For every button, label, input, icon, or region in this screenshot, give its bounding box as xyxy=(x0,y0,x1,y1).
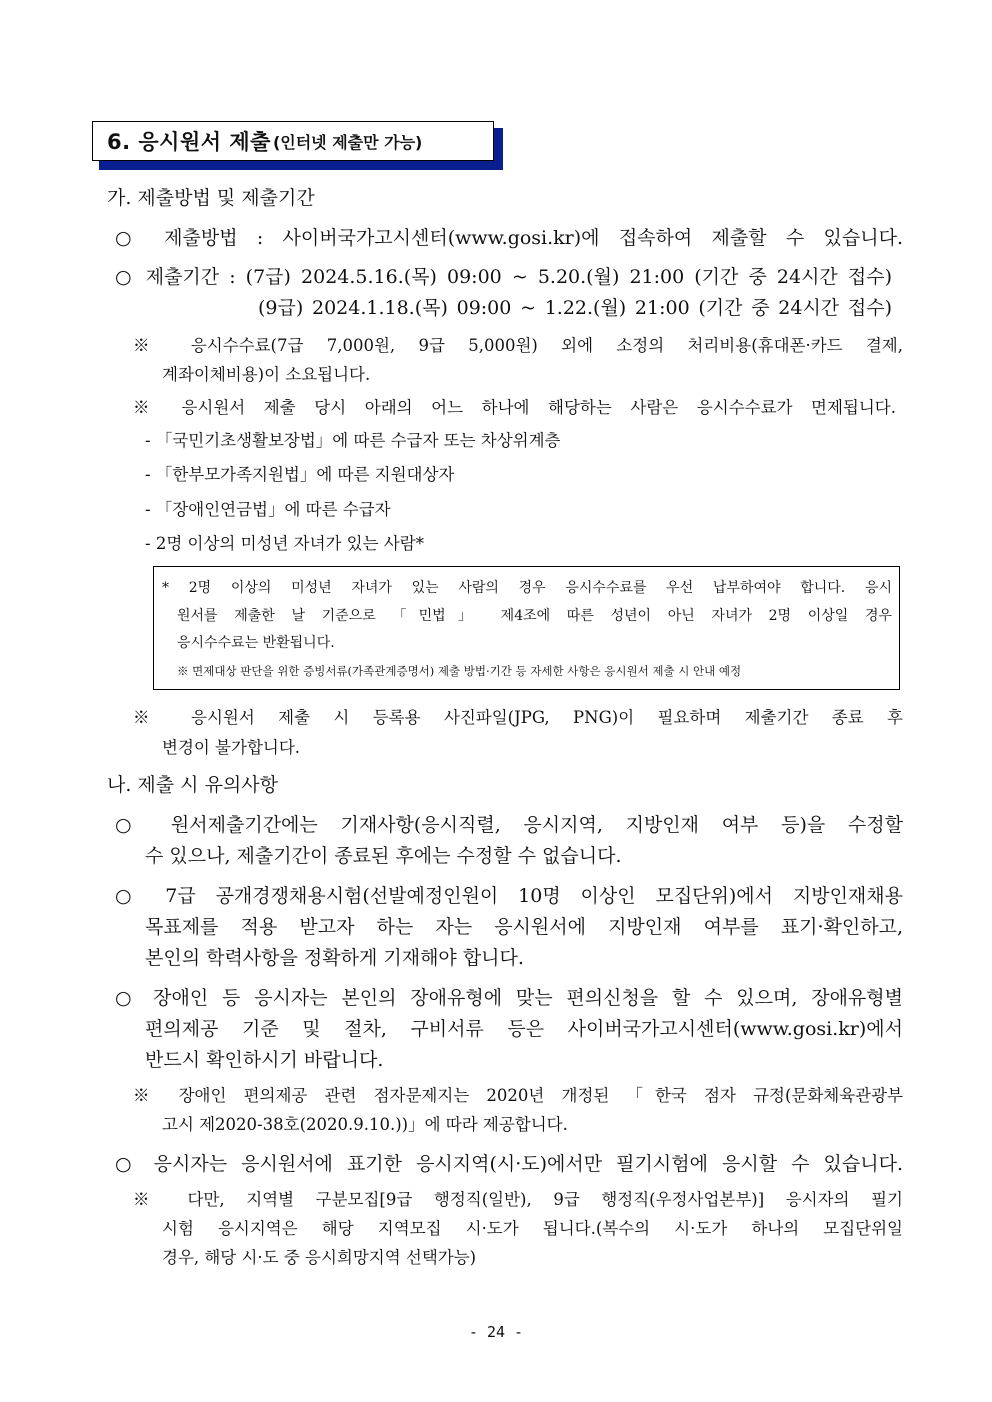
na-item2-line3: 본인의 학력사항을 정확하게 기재해야 합니다. xyxy=(145,947,524,969)
box-line: 응시수수료는 반환됩니다. xyxy=(177,635,335,651)
na-item3-line2: 편의제공 기준 및 절차, 구비서류 등은 사이버국가고시센터(www.gosi.kr)에서 xyxy=(145,1018,903,1040)
photo-note-line2: 변경이 불가합니다. xyxy=(162,738,301,757)
exempt-item: - 2명 이상의 미성년 자녀가 있는 사람* xyxy=(145,534,424,553)
exempt-item: - 「한부모가족지원법」에 따른 지원대상자 xyxy=(145,465,455,484)
na-item2-line2: 목표제를 적용 받고자 하는 자는 응시원서에 지방인재 여부를 표기·확인하고, xyxy=(145,916,903,938)
heading-main-text: 6. 응시원서 제출 xyxy=(107,130,271,154)
na-item3-line3: 반드시 확인하시기 바랍니다. xyxy=(145,1049,384,1071)
exempt-note: ※ 응시원서 제출 당시 아래의 어느 하나에 해당하는 사람은 응시수수료가 면제됩니다. xyxy=(133,398,896,417)
photo-note-line1: ※ 응시원서 제출 시 등록용 사진파일(JPG, PNG)이 필요하며 제출기간 종료 후 xyxy=(133,708,903,727)
fee-note-line1: ※ 응시수수료(7급 7,000원, 9급 5,000원) 외에 소정의 처리비용(휴대폰·카드 결제, xyxy=(133,336,903,355)
box-line: ※ 면제대상 판단을 위한 증빙서류(가족관계증명서) 제출 방법·기간 등 자세한 사항은 응시원서 제출 시 안내 예정 xyxy=(177,664,742,678)
exempt-item: - 「장애인연금법」에 따른 수급자 xyxy=(145,500,391,519)
heading-sub-text: (인터넷 제출만 가능) xyxy=(272,132,423,152)
na-item2-line1: ○ 7급 공개경쟁채용시험(선발예정인원이 10명 이상인 모집단위)에서 지방인재채용 xyxy=(115,885,903,907)
braille-note-line2: 고시 제2020-38호(2020.9.10.))」에 따라 제공합니다. xyxy=(162,1115,568,1134)
exemption-note-box xyxy=(153,566,900,690)
braille-note-line1: ※ 장애인 편의제공 관련 점자문제지는 2020년 개정된 「한국 점자 규정(문화체육관광부 xyxy=(133,1086,903,1105)
section-na-title: 나. 제출 시 유의사항 xyxy=(107,774,278,796)
submission-period-7: ○ 제출기간 : (7급) 2024.5.16.(목) 09:00 ~ 5.20.(월) 21:00 (기간 중 24시간 접수) xyxy=(115,266,892,288)
na-item3-line1: ○ 장애인 등 응시자는 본인의 장애유형에 맞는 편의신청을 할 수 있으며, 장애유형별 xyxy=(115,987,903,1009)
na-item4: ○ 응시자는 응시원서에 표기한 응시지역(시·도)에서만 필기시험에 응시할 수 있습니다. xyxy=(115,1153,903,1175)
box-line: 원서를 제출한 날 기준으로 「민법」 제4조에 따른 성년이 아닌 자녀가 2명 이상일 경우 xyxy=(177,608,892,624)
submission-method: ○ 제출방법 : 사이버국가고시센터(www.gosi.kr)에 접속하여 제출할 수 있습니다. xyxy=(115,227,903,249)
heading-box xyxy=(92,121,494,161)
exempt-item: - 「국민기초생활보장법」에 따른 수급자 또는 차상위계층 xyxy=(145,431,561,450)
region-note-line1: ※ 다만, 지역별 구분모집[9급 행정직(일반), 9급 행정직(우정사업본부)] 응시자의 필기 xyxy=(133,1190,903,1209)
box-line: * 2명 이상의 미성년 자녀가 있는 사람의 경우 응시수수료를 우선 납부하여야 합니다. 응시 xyxy=(162,580,892,596)
section-ga-title: 가. 제출방법 및 제출기간 xyxy=(107,187,315,209)
page-number: - 24 - xyxy=(468,1323,524,1341)
region-note-line3: 경우, 해당 시·도 중 응시희망지역 선택가능) xyxy=(162,1248,477,1267)
na-item1-line1: ○ 원서제출기간에는 기재사항(응시직렬, 응시지역, 지방인재 여부 등)을 수정할 xyxy=(115,814,903,836)
section-heading xyxy=(92,121,494,161)
submission-period-9: (9급) 2024.1.18.(목) 09:00 ~ 1.22.(월) 21:00 (기간 중 24시간 접수) xyxy=(258,297,892,319)
na-item1-line2: 수 있으나, 제출기간이 종료된 후에는 수정할 수 없습니다. xyxy=(145,845,622,867)
fee-note-line2: 계좌이체비용)이 소요됩니다. xyxy=(162,365,371,384)
region-note-line2: 시험 응시지역은 해당 지역모집 시·도가 됩니다.(복수의 시·도가 하나의 모집단위일 xyxy=(162,1219,903,1238)
